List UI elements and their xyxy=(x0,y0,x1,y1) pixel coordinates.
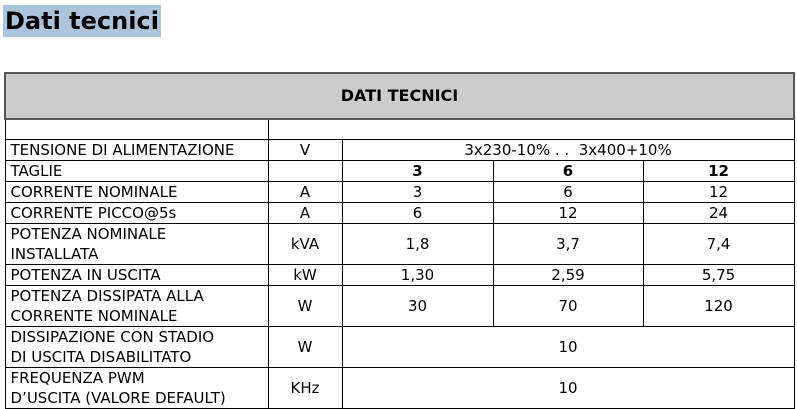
row-label-line: INSTALLATA xyxy=(10,244,99,263)
row-value: 1,30 xyxy=(342,264,493,285)
row-label-line: D’USCITA (VALORE DEFAULT) xyxy=(10,388,226,407)
row-label: CORRENTE PICCO@5s xyxy=(5,202,268,223)
row-value: 6 xyxy=(493,160,643,181)
row-value: 12 xyxy=(643,160,794,181)
row-label: POTENZA IN USCITA xyxy=(5,264,268,285)
row-value: 3x230-10% . . 3x400+10% xyxy=(342,139,794,160)
row-value: 10 xyxy=(342,326,794,367)
page-title: Dati tecnici xyxy=(5,7,159,35)
table-spacer-row xyxy=(5,119,794,139)
table-row xyxy=(5,285,794,326)
row-label-line: POTENZA DISSIPATA ALLA xyxy=(10,286,204,305)
row-label-line: DISSIPAZIONE CON STADIO xyxy=(10,327,215,346)
row-label: TENSIONE DI ALIMENTAZIONE xyxy=(5,139,268,160)
row-label xyxy=(5,326,268,367)
table-row xyxy=(5,223,794,264)
table-row xyxy=(5,367,794,408)
row-value: 6 xyxy=(342,202,493,223)
row-value: 2,59 xyxy=(493,264,643,285)
row-unit: A xyxy=(268,202,342,223)
row-label xyxy=(5,367,268,408)
table-row xyxy=(5,326,794,367)
row-value: 6 xyxy=(493,181,643,202)
row-value: 12 xyxy=(493,202,643,223)
row-value: 5,75 xyxy=(643,264,794,285)
row-value: 70 xyxy=(493,285,643,326)
table-row xyxy=(5,264,794,285)
row-label-line: FREQUENZA PWM xyxy=(10,368,145,387)
table-row xyxy=(5,160,794,181)
row-value: 7,4 xyxy=(643,223,794,264)
row-unit: KHz xyxy=(268,367,342,408)
row-unit: W xyxy=(268,326,342,367)
row-label xyxy=(5,285,268,326)
table-row xyxy=(5,202,794,223)
row-unit: A xyxy=(268,181,342,202)
row-label-line: CORRENTE NOMINALE xyxy=(10,306,178,325)
empty-cell xyxy=(5,119,268,139)
technical-data-table xyxy=(4,72,795,409)
row-value: 3,7 xyxy=(493,223,643,264)
row-value: 3 xyxy=(342,181,493,202)
empty-cell xyxy=(268,119,794,139)
row-label: CORRENTE NOMINALE xyxy=(5,181,268,202)
row-value: 120 xyxy=(643,285,794,326)
row-value: 30 xyxy=(342,285,493,326)
row-value: 12 xyxy=(643,181,794,202)
row-label: TAGLIE xyxy=(5,160,268,181)
table-row xyxy=(5,181,794,202)
row-value: 3 xyxy=(342,160,493,181)
table-row xyxy=(5,139,794,160)
row-label-line: POTENZA NOMINALE xyxy=(10,224,167,243)
row-unit: W xyxy=(268,285,342,326)
row-unit xyxy=(268,160,342,181)
row-value: 10 xyxy=(342,367,794,408)
row-value: 24 xyxy=(643,202,794,223)
table-title-row xyxy=(5,73,794,119)
row-value: 1,8 xyxy=(342,223,493,264)
table-title: DATI TECNICI xyxy=(5,73,794,119)
row-unit: kVA xyxy=(268,223,342,264)
row-unit: kW xyxy=(268,264,342,285)
row-unit: V xyxy=(268,139,342,160)
row-label-line: DI USCITA DISABILITATO xyxy=(10,347,192,366)
row-label xyxy=(5,223,268,264)
